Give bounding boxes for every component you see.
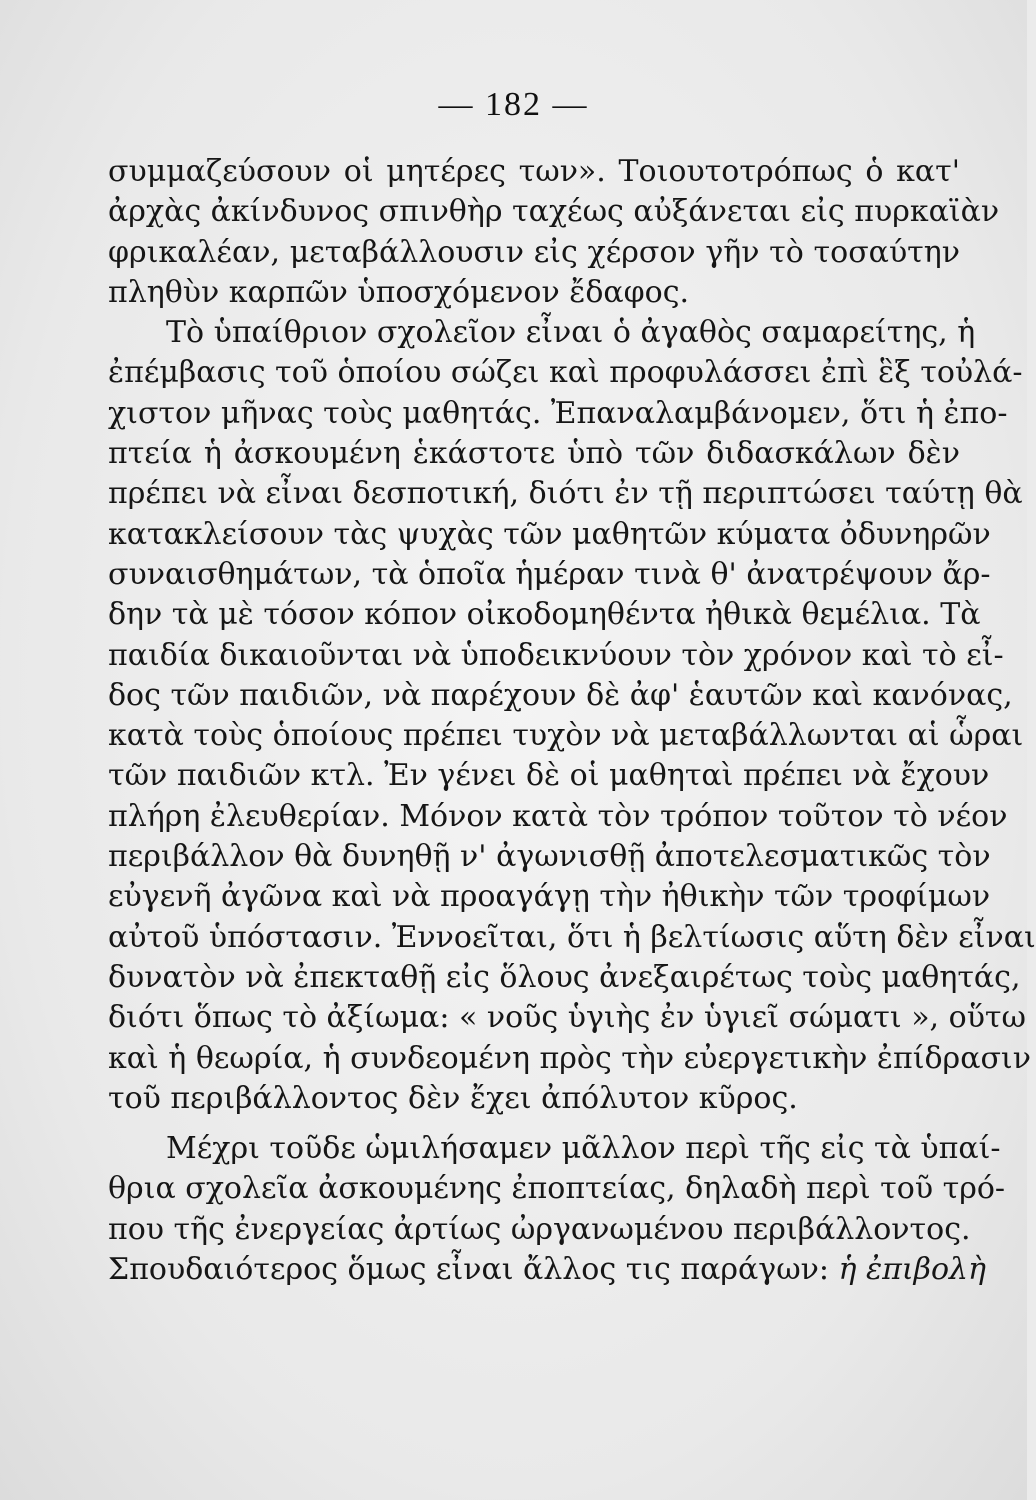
text-line: τῶν παιδιῶν κτλ. Ἐν γένει δὲ οἱ μαθηταὶ πρέπει νὰ ἔχουν [108, 758, 990, 794]
text-line: συμμαζεύσουν οἱ μητέρες των». Τοιουτοτρόπως ὁ κατ' [108, 154, 960, 189]
text-line: συναισθημάτων, τὰ ὁποῖα ἡμέραν τινὰ θ' ἀνατρέψουν ἄρ- [108, 556, 991, 592]
text-line: που τῆς ἐνεργείας ἀρτίως ὠργανωμένου περιβάλλοντος. [108, 1211, 971, 1247]
text-line: κατὰ τοὺς ὁποίους πρέπει τυχὸν νὰ μεταβάλλωνται αἱ ὧραι [108, 718, 1024, 754]
text-line: Τὸ ὑπαίθριον σχολεῖον εἶναι ὁ ἀγαθὸς σαμαρείτης, ἡ [166, 315, 976, 351]
text-line: περιβάλλον θὰ δυνηθῇ ν' ἀγωνισθῇ ἀποτελεσματικῶς τὸν [108, 839, 991, 875]
text-line: τοῦ περιβάλλοντος δὲν ἔχει ἀπόλυτον κῦρος. [108, 1080, 798, 1116]
page-number: — 182 — [438, 86, 589, 123]
text-line: θρια σχολεῖα ἀσκουμένης ἐποπτείας, δηλαδὴ περὶ τοῦ τρό- [108, 1171, 1006, 1207]
text-line: ἀρχὰς ἀκίνδυνος σπινθὴρ ταχέως αὐξάνεται εἰς πυρκαϊὰν [108, 194, 1000, 230]
text-line: ἐπέμβασις τοῦ ὁποίου σώζει καὶ προφυλάσσει ἐπὶ ἓξ τοὐλά- [108, 355, 1023, 391]
text-line: πλήρη ἐλευθερίαν. Μόνον κατὰ τὸν τρόπον τοῦτον τὸ νέον [108, 798, 1008, 834]
text-line: εὐγενῆ ἀγῶνα καὶ νὰ προαγάγῃ τὴν ἠθικὴν τῶν τροφίμων [108, 879, 991, 915]
text-line: πληθὺν καρπῶν ὑποσχόμενον ἔδαφος. [108, 274, 690, 310]
text-line-start: Σπουδαιότερος ὅμως εἶναι ἄλλος τις παράγων: [108, 1252, 829, 1288]
text-line: κατακλείσουν τὰς ψυχὰς τῶν μαθητῶν κύματα ὀδυνηρῶν [108, 516, 991, 552]
text-line: παιδία δικαιοῦνται νὰ ὑποδεικνύουν τὸν χρόνον καὶ τὸ εἶ- [108, 637, 1004, 673]
text-line: δυνατὸν νὰ ἐπεκταθῇ εἰς ὅλους ἀνεξαιρέτως τοὺς μαθητάς, [108, 959, 1021, 995]
text-line: φρικαλέαν, μεταβάλλουσιν εἰς χέρσον γῆν τὸ τοσαύτην [108, 234, 960, 270]
text-line: πτεία ἡ ἀσκουμένη ἑκάστοτε ὑπὸ τῶν διδασκάλων δὲν [108, 436, 960, 472]
text-line: δην τὰ μὲ τόσον κόπον οἰκοδομηθέντα ἠθικὰ θεμέλια. Τὰ [108, 597, 981, 633]
text-line-final [108, 1250, 987, 1290]
text-line: πρέπει νὰ εἶναι δεσποτική, διότι ἐν τῇ περιπτώσει ταύτῃ θὰ [108, 476, 1023, 512]
text-line: καὶ ἡ θεωρία, ἡ συνδεομένη πρὸς τὴν εὐεργετικὴν ἐπίδρασιν [108, 1040, 1031, 1076]
text-line: αὐτοῦ ὑπόστασιν. Ἐννοεῖται, ὅτι ἡ βελτίωσις αὕτη δὲν εἶναι [108, 919, 1036, 955]
body-text [108, 152, 1036, 1290]
text-line: δος τῶν παιδιῶν, νὰ παρέχουν δὲ ἀφ' ἑαυτῶν καὶ κανόνας, [108, 677, 1013, 713]
text-line: χιστον μῆνας τοὺς μαθητάς. Ἐπαναλαμβάνομεν, ὅτι ἡ ἐπο- [108, 395, 1008, 431]
emphasized-text: ἡ ἐπιβολὴ [838, 1252, 987, 1288]
text-line: διότι ὅπως τὸ ἀξίωμα: « νοῦς ὑγιὴς ἐν ὑγιεῖ σώματι », οὕτω [108, 1000, 1026, 1036]
text-line: Μέχρι τοῦδε ὡμιλήσαμεν μᾶλλον περὶ τῆς εἰς τὰ ὑπαί- [166, 1131, 1001, 1167]
